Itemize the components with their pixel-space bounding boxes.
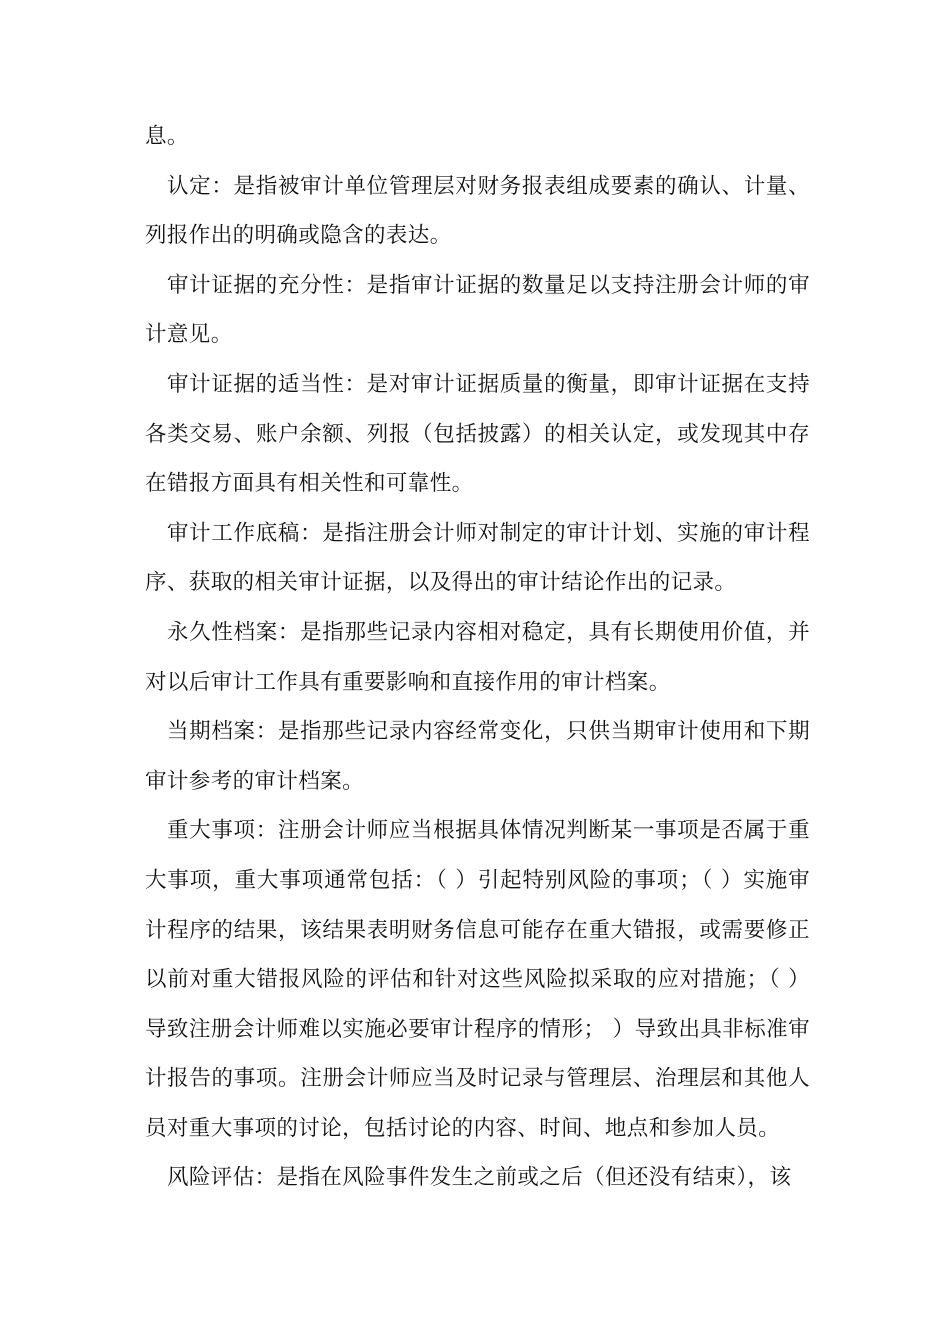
document-body — [145, 112, 810, 1203]
paragraph-working-papers: 审计工作底稿：是指注册会计师对制定的审计计划、实施的审计程序、获取的相关审计证据，以及得出的审计结论作出的记录。 — [145, 520, 810, 596]
paragraph-significant-matters: 重大事项：注册会计师应当根据具体情况判断某一事项是否属于重大事项，重大事项通常包括：（ ）引起特别风险的事项；（ ）实施审计程序的结果，该结果表明财务信息可能存在重大错报，或需要修正以前对重大错报风险的评估和针对这些风险拟采取的应对措施；（ ）导致注册会计师难以实施必要审计程序的情形； ）导致出具非标准审计报告的事项。注册会计师应当及时记录与管理层、治理层和其他人员对重大事项的讨论，包括讨论的内容、时间、地点和参加人员。 — [145, 818, 810, 1141]
paragraph-risk-assessment: 风险评估：是指在风险事件发生之前或之后（但还没有结束），该 — [167, 1165, 792, 1191]
paragraph-current-file: 当期档案：是指那些记录内容经常变化，只供当期审计使用和下期审计参考的审计档案。 — [145, 719, 810, 794]
paragraph-permanent-file: 永久性档案：是指那些记录内容相对稳定，具有长期使用价值，并对以后审计工作具有重要影响和直接作用的审计档案。 — [145, 619, 810, 695]
paragraph-evidence-sufficiency: 审计证据的充分性：是指审计证据的数量足以支持注册会计师的审计意见。 — [145, 272, 810, 348]
paragraph-evidence-appropriateness: 审计证据的适当性：是对审计证据质量的衡量，即审计证据在支持各类交易、账户余额、列报（包括披露）的相关认定，或发现其中存在错报方面具有相关性和可靠性。 — [145, 371, 810, 497]
paragraph-continuation: 息。 — [145, 124, 189, 149]
paragraph-assertion: 认定：是指被审计单位管理层对财务报表组成要素的确认、计量、列报作出的明确或隐含的表达。 — [145, 173, 810, 249]
